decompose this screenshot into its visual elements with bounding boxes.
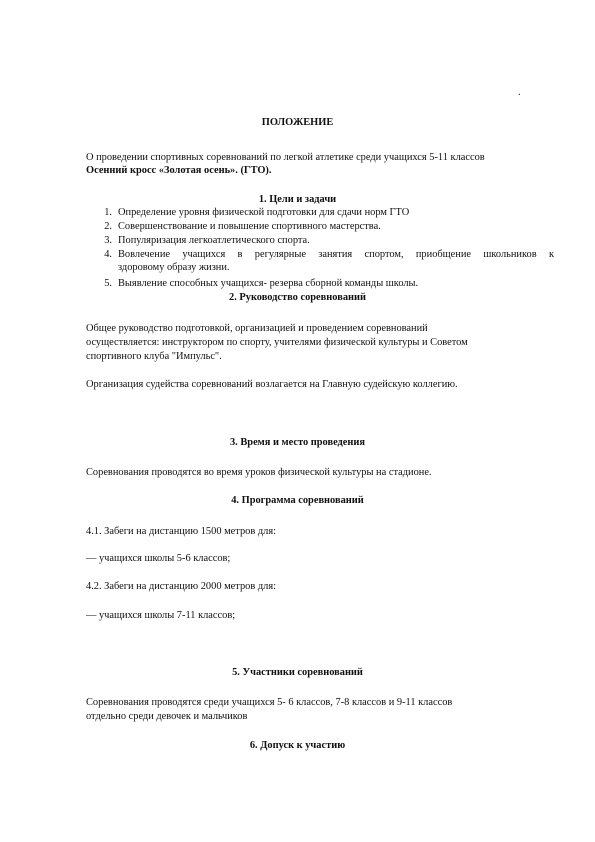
program-item-4-2-sub: — учащихся школы 7-11 классов;: [86, 610, 236, 621]
section-2-heading: 2. Руководство соревнований: [229, 292, 366, 303]
intro-line-2: Осенний кросс «Золотая осень». (ГТО).: [86, 165, 272, 176]
list-item-number: 5.: [104, 278, 112, 289]
section-3-para: Соревнования проводятся во время уроков физической культуры на стадионе.: [86, 467, 432, 478]
section-3-heading: 3. Время и место проведения: [229, 437, 366, 448]
program-item-4-1: 4.1. Забеги на дистанцию 1500 метров для:: [86, 526, 276, 537]
program-item-4-1-sub: — учащихся школы 5-6 классов;: [86, 553, 231, 564]
section-1-heading: 1. Цели и задачи: [258, 194, 337, 205]
section-2-para-line-1: Общее руководство подготовкой, организацией и проведением соревнований: [86, 323, 428, 334]
section-5-para-line-2: отдельно среди девочек и мальчиков: [86, 711, 248, 722]
list-item-number: 3.: [104, 235, 112, 246]
section-5-heading: 5. Участники соревнований: [232, 667, 363, 678]
section-2-para-line-2: осуществляется: инструктором по спорту, учителями физической культуры и Советом: [86, 337, 468, 348]
program-item-4-2: 4.2. Забеги на дистанцию 2000 метров для:: [86, 581, 276, 592]
document-title: ПОЛОЖЕНИЕ: [261, 117, 334, 128]
list-item-number: 4.: [104, 249, 112, 260]
list-item-text: Вовлечение учащихся в регулярные занятия спортом, приобщение школьников к: [118, 249, 554, 260]
section-2-para-2: Организация судейства соревнований возлагается на Главную судейскую коллегию.: [86, 379, 458, 390]
list-item-text: Определение уровня физической подготовки для сдачи норм ГТО: [118, 207, 410, 218]
list-item-number: 2.: [104, 221, 112, 232]
section-6-heading: 6. Допуск к участию: [249, 740, 346, 751]
section-2-para-line-3: спортивного клуба "Импульс".: [86, 351, 222, 362]
list-item-text: Совершенствование и повышение спортивного мастерства.: [118, 221, 381, 232]
list-item-text: Выявление способных учащихся- резерва сборной команды школы.: [118, 278, 419, 289]
section-4-heading: 4. Программа соревнований: [231, 495, 364, 506]
list-item-text: Популяризация легкоатлетического спорта.: [118, 235, 310, 246]
list-item-text-continued: здоровому образу жизни.: [118, 262, 230, 273]
intro-line-1: О проведении спортивных соревнований по легкой атлетике среди учащихся 5-11 классов: [86, 152, 485, 163]
list-item-number: 1.: [104, 207, 112, 218]
corner-mark: .: [518, 87, 521, 98]
section-5-para-line-1: Соревнования проводятся среди учащихся 5- 6 классов, 7-8 классов и 9-11 классов: [86, 697, 453, 708]
